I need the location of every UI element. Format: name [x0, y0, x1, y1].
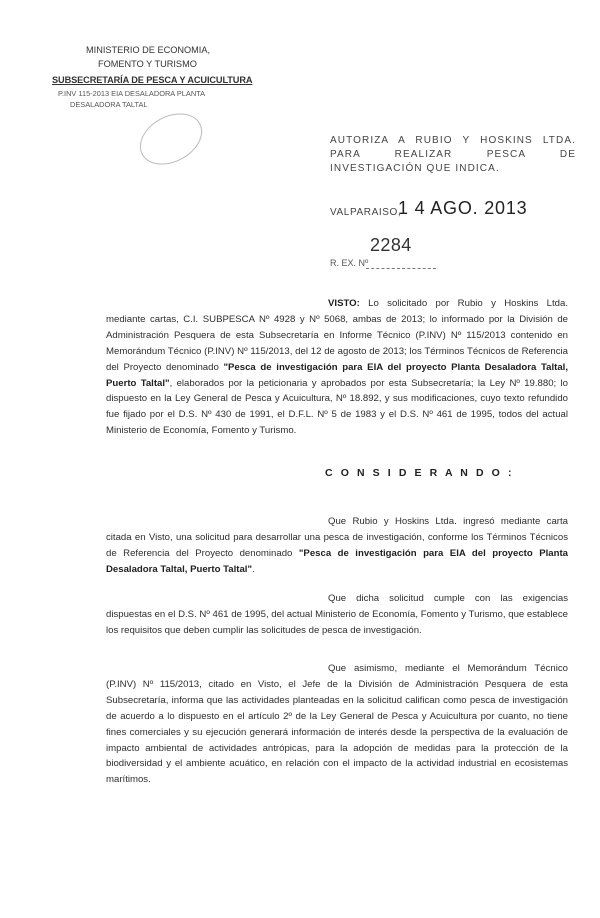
- reference-line-1: P.INV 115-2013 EIA DESALADORA PLANTA: [58, 89, 206, 98]
- ministry-line-1: MINISTERIO DE ECONOMIA,: [86, 45, 211, 55]
- resolution-label: R. EX. Nº: [330, 258, 369, 268]
- resolution-subject: AUTORIZA A RUBIO Y HOSKINS LTDA. PARA REALIZAR PESCA DE INVESTIGACIÓN QUE INDICA.: [330, 135, 576, 174]
- considerando-paragraph-1: [106, 514, 568, 578]
- considerando-heading: C O N S I D E R A N D O :: [325, 467, 515, 479]
- reference-line-2: DESALADORA TALTAL: [70, 100, 148, 109]
- considerando-p1-intro: Que Rubio y Hoskins Ltda. ingresó mediante carta citada en Visto, una solicitud para desarrollar una pesca de investigación, conforme los Términos Técnicos de Referencia del Proyecto denominado: [106, 516, 568, 559]
- visto-intro: Lo solicitado por Rubio y Hoskins Ltda. mediante cartas, C.I. SUBPESCA Nº 4928 y Nº 5068, ambas de 2013; lo informado por la División de Administración Pesquera de esta Subsecretaría en Informe Técnico (P.INV) Nº 115/2013 contenido en Memorándum Técnico (P.INV) Nº 115/2013, del 12 de agosto de 2013; los Términos Técnicos de Referencia del Proyecto denominado: [106, 298, 568, 373]
- resolution-number-line: [366, 268, 436, 269]
- considerando-p2-text: Que dicha solicitud cumple con las exigencias dispuestas en el D.S. Nº 461 de 1995, del actual Ministerio de Economía, Fomento y Turismo, que establece los requisitos que deben cumplir las solicitudes de pesca de investigación.: [106, 593, 568, 636]
- considerando-p1-project: "Pesca de investigación para EIA del proyecto Planta Desaladora Taltal, Puerto Taltal": [106, 547, 568, 575]
- visto-project-name: "Pesca de investigación para EIA del proyecto Planta Desaladora Taltal, Puerto Taltal": [106, 361, 568, 389]
- place-label: VALPARAISO,: [330, 207, 402, 218]
- resolution-number: 2284: [370, 235, 412, 255]
- considerando-paragraph-3: [106, 661, 568, 788]
- ministry-line-2: FOMENTO Y TURISMO: [98, 59, 197, 69]
- considerando-paragraph-2: [106, 591, 568, 639]
- visto-rest: , elaborados por la peticionaria y aprobados por esta Subsecretaría; la Ley Nº 19.880; lo dispuesto en la Ley General de Pesca y Acuicultura, Nº 18.892, y sus modificaciones, cuyo texto refundido fue fijado por el D.S. Nº 430 de 1991, el D.F.L. Nº 5 de 1983 y el D.S. Nº 461 de 1995, todos del actual Ministerio de Economía, Fomento y Turismo.: [106, 377, 568, 437]
- considerando-p3-text: Que asimismo, mediante el Memorándum Técnico (P.INV) Nº 115/2013, citado en Visto, el Jefe de la División de Administración Pesquera de esta Subsecretaría, informa que las actividades planteadas en la solicitud califican como pesca de investigación de acuerdo a lo dispuesto en el artículo 2º de la Ley General de Pesca y Acuicultura por cuanto, no tiene fines comerciales y su ejecución generará información de interés desde la perspectiva de la evaluación de impacto ambiental de actividades antrópicas, para la adopción de medidas para la protección de la biodiversidad y el ambiente acuático, en relación con el impacto de la actividad industrial en ecosistemas marítimos.: [106, 663, 568, 786]
- resolution-date: 1 4 AGO. 2013: [398, 198, 528, 218]
- visto-paragraph: [106, 296, 568, 439]
- visto-label: VISTO:: [328, 298, 360, 309]
- subsecretaria-name: SUBSECRETARÍA DE PESCA Y ACUICULTURA: [52, 75, 253, 85]
- considerando-p1-end: .: [252, 563, 255, 575]
- received-stamp: [131, 103, 211, 175]
